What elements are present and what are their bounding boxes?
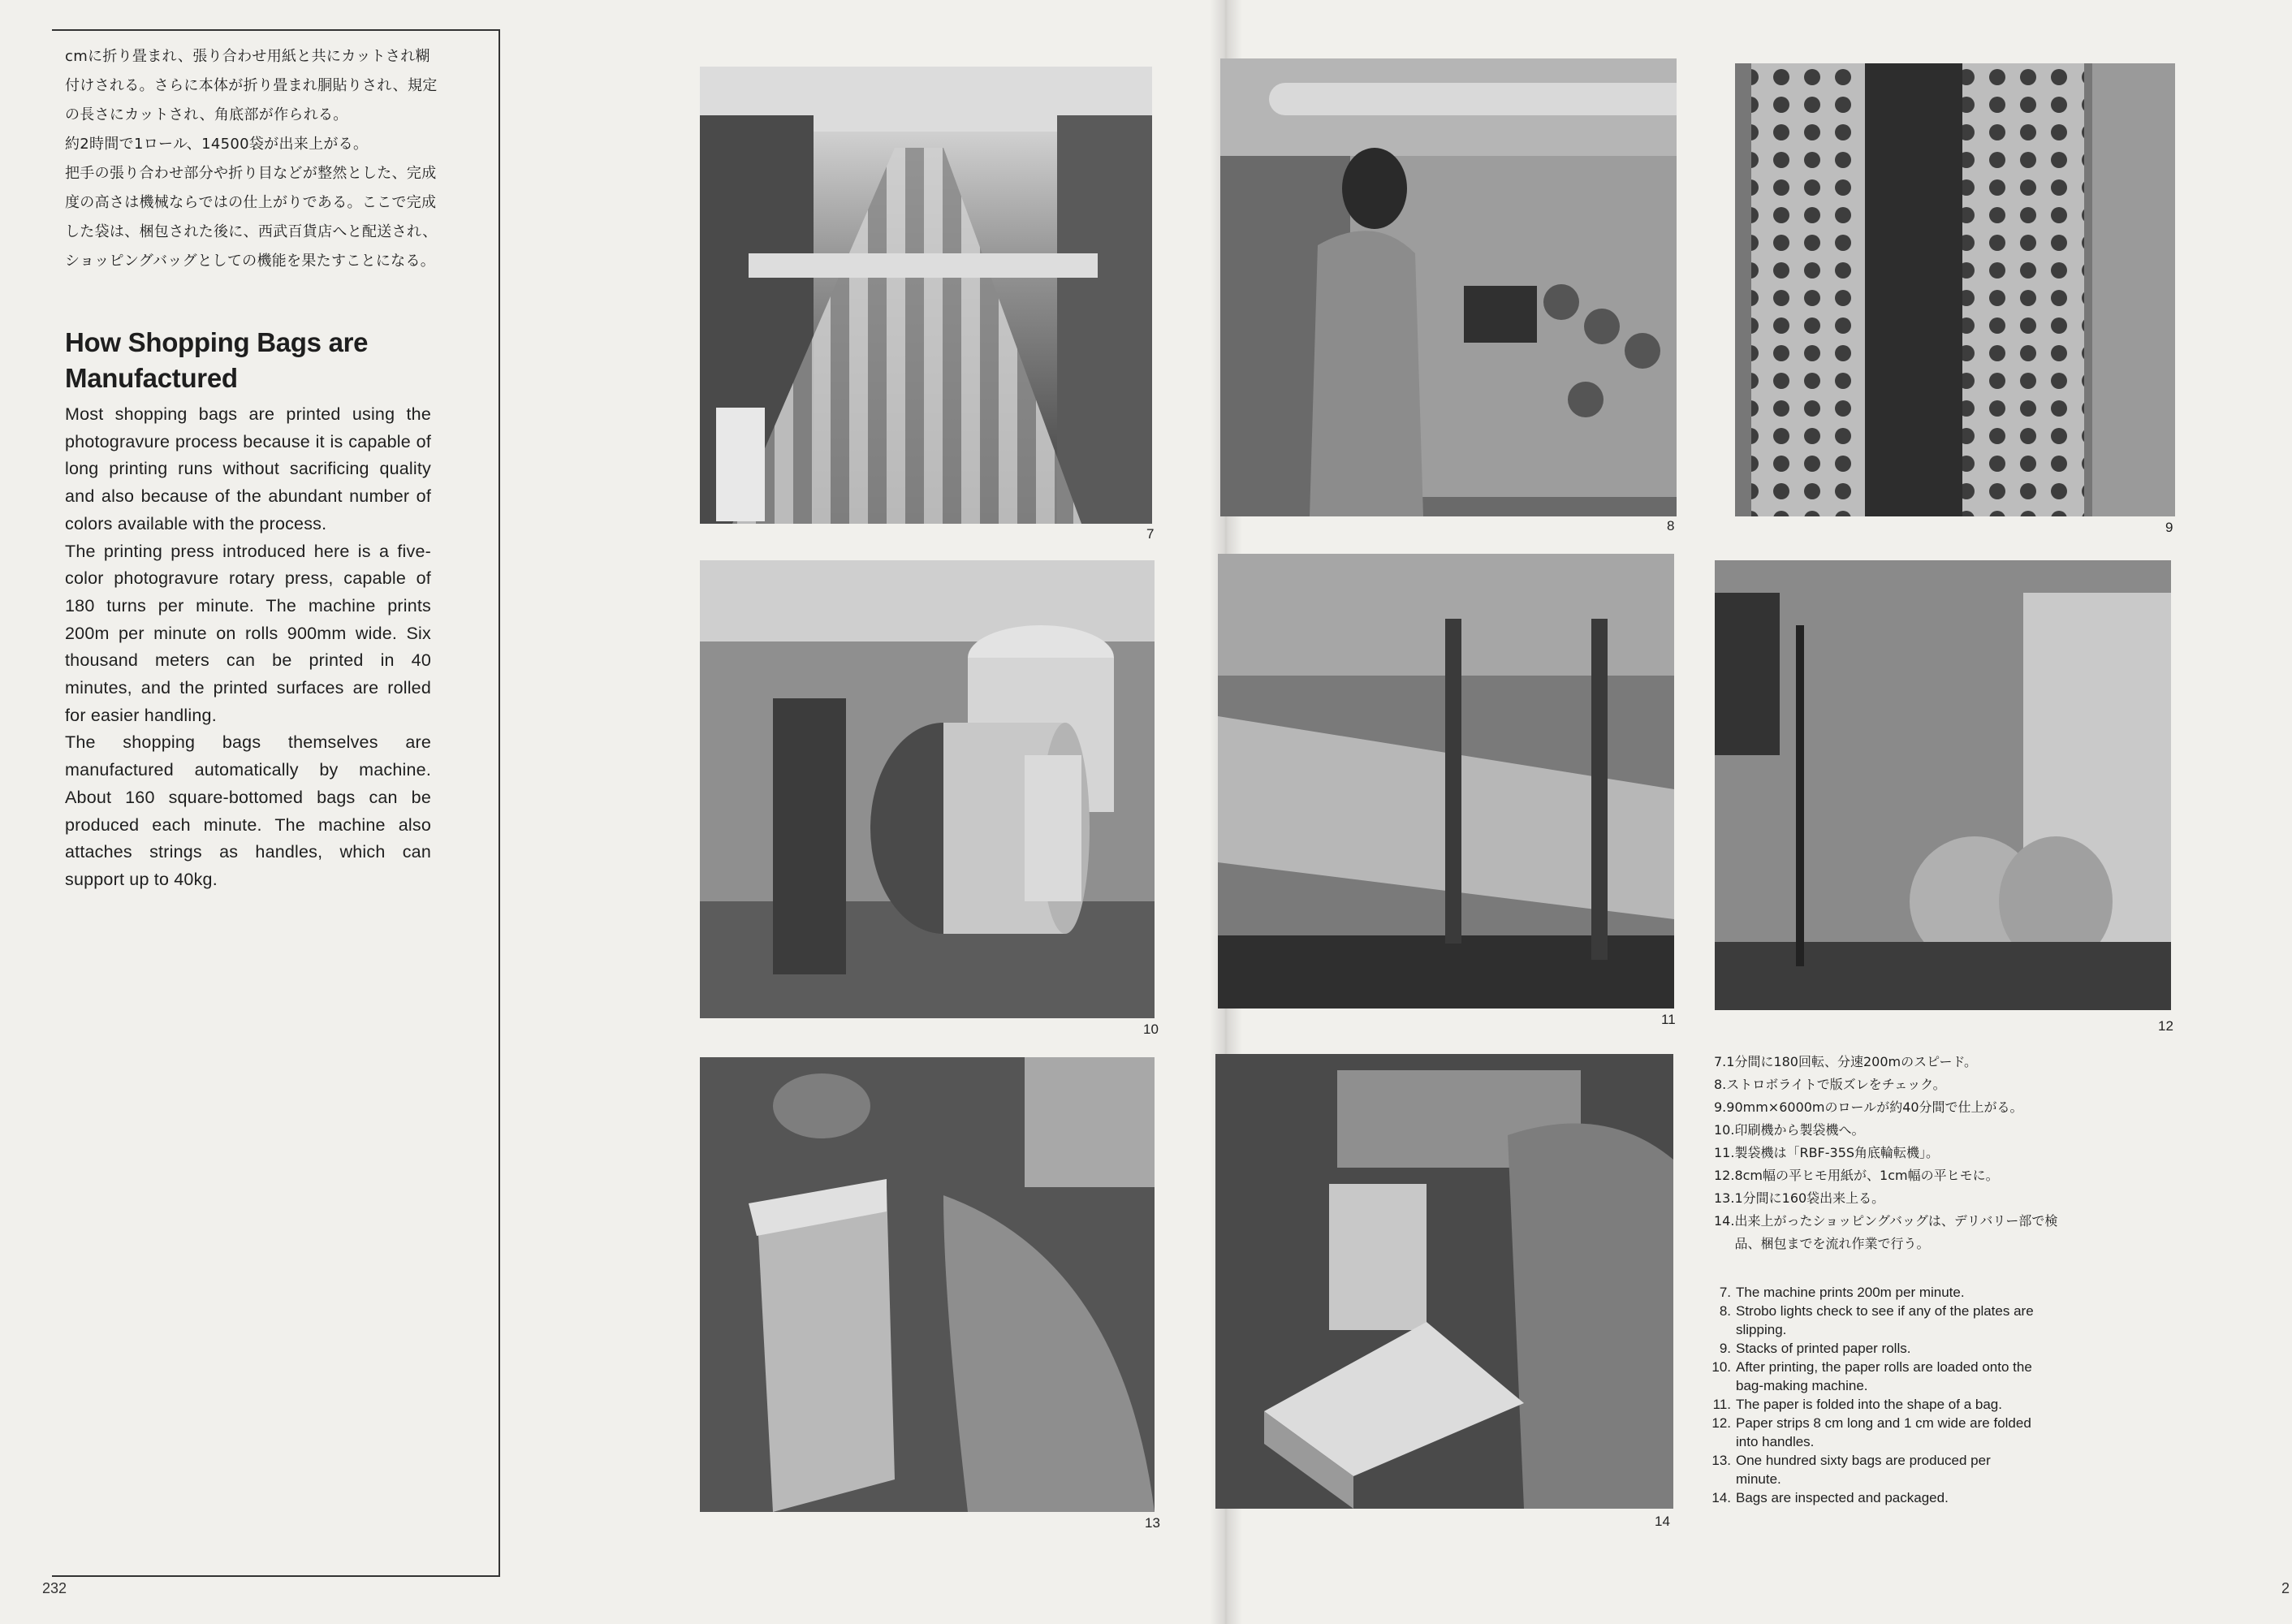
caption-text: 印刷機から製袋機へ。 xyxy=(1734,1122,1865,1138)
caption-text: Strobo lights check to see if any of the plates are slipping. xyxy=(1736,1303,2034,1337)
caption-text: The paper is folded into the shape of a bag. xyxy=(1736,1397,2002,1412)
caption-text: 1分間に160袋出来上る。 xyxy=(1734,1190,1885,1206)
photo-bag-folding xyxy=(1218,554,1674,1009)
caption-item xyxy=(1714,1073,2063,1096)
en-paragraph: The shopping bags themselves are manufactured automatically by machine. About 160 square-bottomed bags can be produced each minute. The machine also attaches strings as handles, which can support up to 40kg. xyxy=(65,732,431,889)
photo-number: 11 xyxy=(1661,1012,1676,1027)
caption-item xyxy=(1714,1051,2063,1073)
caption-item xyxy=(1707,1414,2039,1451)
caption-text: 製袋機は「RBF-35S角底輪転機」。 xyxy=(1734,1145,1940,1160)
photo-number: 14 xyxy=(1655,1514,1670,1529)
caption-item xyxy=(1714,1096,2063,1119)
caption-number: 10. xyxy=(1714,1122,1735,1138)
caption-item xyxy=(1714,1164,2063,1187)
caption-item xyxy=(1714,1210,2063,1255)
caption-item xyxy=(1707,1283,2039,1302)
caption-item xyxy=(1707,1488,2039,1507)
caption-item xyxy=(1707,1358,2039,1395)
en-paragraph: The printing press introduced here is a five-color photogravure rotary press, capable of 180 turns per minute. The machine prints 200m per minute on rolls 900mm wide. Six thousand meters can be printed in 40 minutes, and the printed surfaces are rolled for easier handling. xyxy=(65,541,431,725)
caption-number: 9. xyxy=(1719,1341,1731,1356)
caption-number: 12. xyxy=(1714,1168,1735,1183)
caption-number: 14. xyxy=(1711,1490,1731,1505)
photo-printing-press-web xyxy=(700,67,1152,524)
caption-item xyxy=(1714,1119,2063,1142)
japanese-captions xyxy=(1714,1051,2063,1255)
caption-item xyxy=(1714,1187,2063,1210)
caption-text: 90mm×6000mのロールが約40分間で仕上がる。 xyxy=(1726,1099,2023,1115)
caption-number: 9. xyxy=(1714,1099,1727,1115)
caption-number: 8. xyxy=(1719,1303,1731,1319)
page-number-left: 232 xyxy=(42,1580,67,1596)
caption-number: 8. xyxy=(1714,1077,1727,1092)
caption-text: After printing, the paper rolls are loaded onto the bag-making machine. xyxy=(1736,1359,2032,1393)
caption-number: 7. xyxy=(1719,1285,1731,1300)
caption-item xyxy=(1707,1395,2039,1414)
caption-number: 10. xyxy=(1711,1359,1731,1375)
caption-number: 7. xyxy=(1714,1054,1727,1069)
jp-paragraph: 把手の張り合わせ部分や折り目などが整然とした、完成度の高さは機械ならではの仕上がりである。ここで完成した袋は、梱包された後に、西武百貨店へと配送され、ショッピングバッグとしての機能を果たすことになる。 xyxy=(65,165,438,270)
caption-item xyxy=(1707,1451,2039,1488)
caption-item xyxy=(1707,1339,2039,1358)
photo-number: 13 xyxy=(1145,1515,1160,1531)
photo-bag-inspection xyxy=(1215,1054,1673,1509)
caption-text: The machine prints 200m per minute. xyxy=(1736,1285,1965,1300)
section-heading: How Shopping Bags are Manufactured xyxy=(65,327,369,393)
photo-loading-rolls xyxy=(700,560,1155,1018)
caption-text: 1分間に180回転、分速200mのスピード。 xyxy=(1726,1054,1978,1069)
photo-handle-strips xyxy=(1715,560,2171,1010)
caption-number: 11. xyxy=(1712,1397,1731,1412)
caption-number: 14. xyxy=(1714,1213,1735,1229)
caption-text: Paper strips 8 cm long and 1 cm wide are folded into handles. xyxy=(1736,1415,2031,1449)
page-number-right: 2 xyxy=(2281,1580,2290,1596)
caption-item xyxy=(1714,1142,2063,1164)
japanese-body-text xyxy=(65,42,438,276)
photo-printed-rolls xyxy=(1735,63,2175,516)
photo-strobe-check xyxy=(1220,58,1677,516)
caption-text: ストロボライトで版ズレをチェック。 xyxy=(1726,1077,1946,1092)
caption-text: Stacks of printed paper rolls. xyxy=(1736,1341,1911,1356)
jp-paragraph: cmに折り畳まれ、張り合わせ用紙と共にカットされ糊付けされる。さらに本体が折り畳まれ胴貼りされ、規定の長さにカットされ、角底部が作られる。 xyxy=(65,48,438,123)
caption-item xyxy=(1707,1302,2039,1339)
jp-paragraph: 約2時間で1ロール、14500袋が出来上がる。 xyxy=(65,136,369,153)
en-paragraph: Most shopping bags are printed using the photogravure process because it is capable of long printing runs without sacrificing quality and also because of the abundant number of colors available with the process. xyxy=(65,404,431,533)
caption-number: 11. xyxy=(1714,1145,1735,1160)
caption-text: One hundred sixty bags are produced per minute. xyxy=(1736,1453,1991,1487)
photo-number: 7 xyxy=(1146,526,1155,542)
caption-number: 12. xyxy=(1711,1415,1731,1431)
caption-number: 13. xyxy=(1714,1190,1735,1206)
english-body-text xyxy=(65,401,431,894)
photo-stacked-bags xyxy=(700,1057,1155,1512)
caption-number: 13. xyxy=(1711,1453,1731,1468)
caption-text: 出来上がったショッピングバッグは、デリバリー部で検品、梱包までを流れ作業で行う。 xyxy=(1734,1213,2058,1251)
caption-text: 8cm幅の平ヒモ用紙が、1cm幅の平ヒモに。 xyxy=(1734,1168,1999,1183)
photo-number: 12 xyxy=(2158,1018,2173,1034)
photo-number: 8 xyxy=(1667,518,1675,533)
photo-number: 10 xyxy=(1143,1021,1159,1037)
caption-text: Bags are inspected and packaged. xyxy=(1736,1490,1949,1505)
english-captions xyxy=(1707,1283,2039,1507)
photo-number: 9 xyxy=(2165,520,2173,535)
